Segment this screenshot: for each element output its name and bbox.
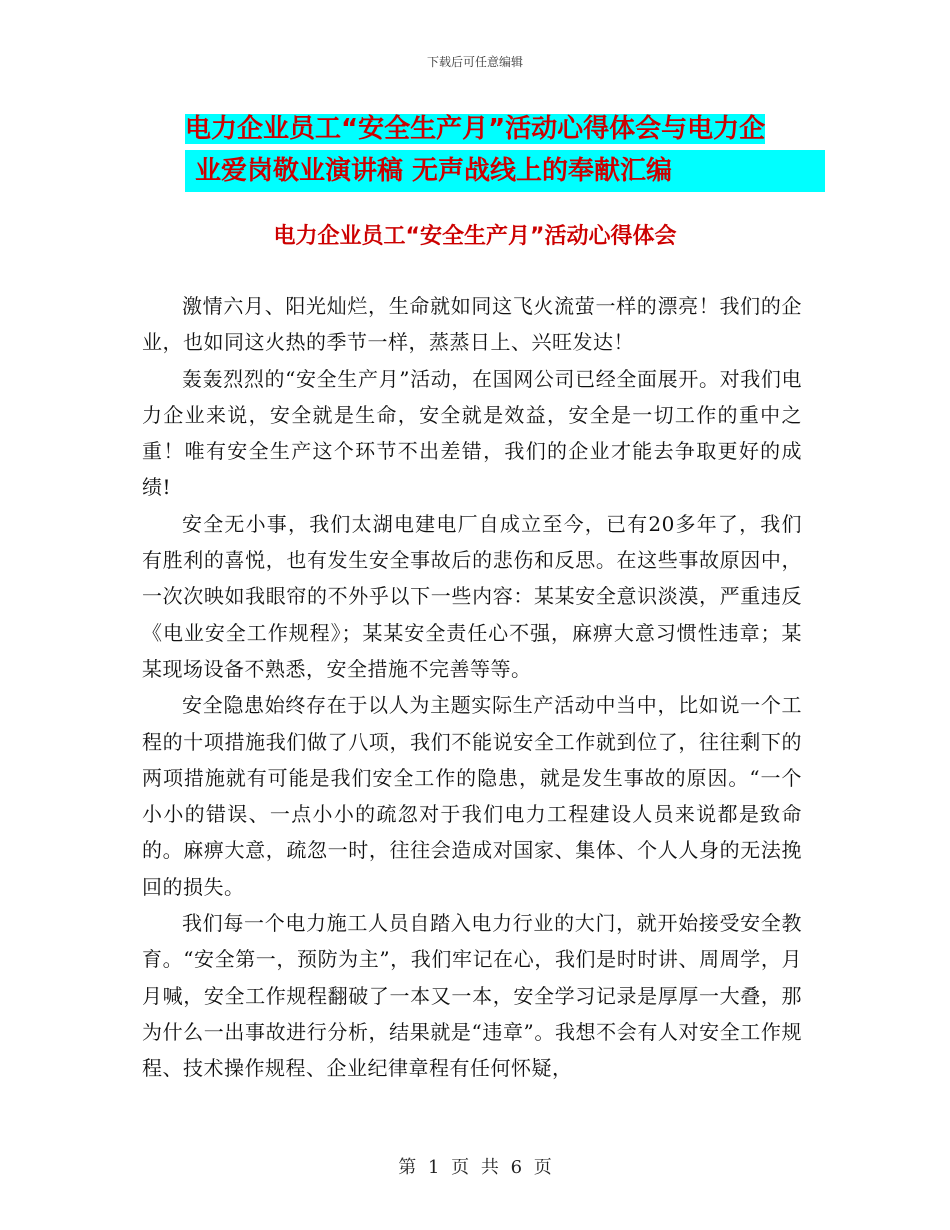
paragraph-1: 激情六月、阳光灿烂，生命就如同这飞火流萤一样的漂亮！我们的企业，也如同这火热的季节一样，蒸蒸日上、兴旺发达！	[142, 294, 802, 355]
paragraph-2: 轰轰烈烈的“安全生产月”活动，在国网公司已经全面展开。对我们电力企业来说，安全就是生命，安全就是效益，安全是一切工作的重中之重！唯有安全生产这个环节不出差错，我们的企业才能去争取更好的成绩!	[142, 366, 802, 500]
paragraph-4: 安全隐患始终存在于以人为主题实际生产活动中当中，比如说一个工程的十项措施我们做了八项，我们不能说安全工作就到位了，往往剩下的两项措施就有可能是我们安全工作的隐患，就是发生事故的原因。“一个小小的错误、一点小小的疏忽对于我们电力工程建设人员来说都是致命的。麻痹大意，疏忽一时，往往会造成对国家、集体、个人人身的无法挽回的损失。	[142, 693, 802, 899]
document-title-line-1: 电力企业员工“安全生产月”活动心得体会与电力企	[185, 114, 766, 144]
section-heading: 电力企业员工“安全生产月”活动心得体会	[273, 224, 677, 249]
paragraph-3: 安全无小事，我们太湖电建电厂自成立至今，已有20多年了，我们有胜利的喜悦，也有发生安全事故后的悲伤和反思。在这些事故原因中，一次次映如我眼帘的不外乎以下一些内容：某某安全意识淡漠，严重违反《电业安全工作规程》；某某安全责任心不强，麻痹大意习惯性违章；某某现场设备不熟悉，安全措施不完善等等。	[142, 511, 802, 681]
body-text	[142, 288, 802, 1087]
page-footer: 第 1 页 共 6 页	[398, 1157, 552, 1178]
document-title-line-2	[185, 150, 825, 192]
document-title-line-2-text: 业爱岗敬业演讲稿 无声战线上的奉献汇编	[195, 156, 673, 186]
header-note: 下载后可任意编辑	[426, 55, 523, 69]
document-title	[185, 108, 825, 192]
paragraph-5: 我们每一个电力施工人员自踏入电力行业的大门，就开始接受安全教育。“安全第一，预防为主”，我们牢记在心，我们是时时讲、周周学，月月喊，安全工作规程翻破了一本又一本，安全学习记录是厚厚一大叠，那为什么一出事故进行分析，结果就是“违章”。我想不会有人对安全工作规程、技术操作规程、企业纪律章程有任何怀疑，	[142, 911, 802, 1081]
